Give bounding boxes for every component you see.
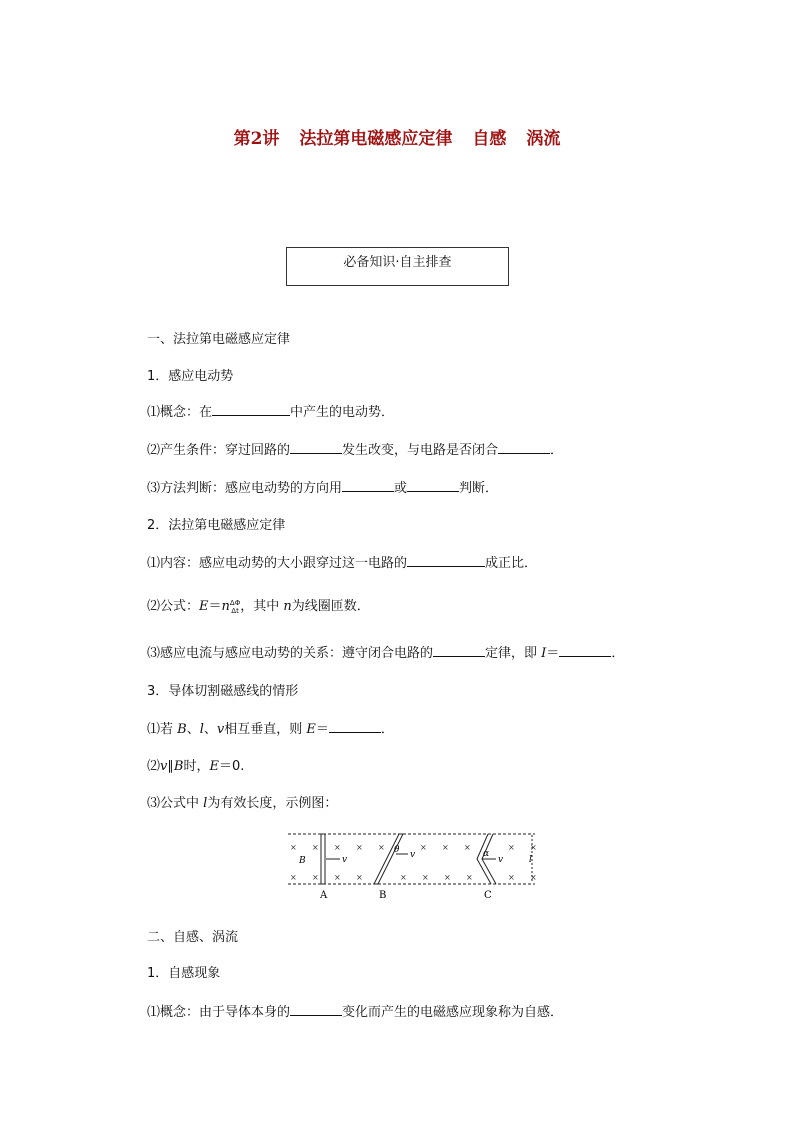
svg-text:×: × bbox=[420, 843, 427, 852]
subheading: 1．自感现象 bbox=[147, 966, 221, 981]
rod-a bbox=[321, 834, 325, 884]
svg-text:v: v bbox=[498, 855, 504, 865]
svg-text:×: × bbox=[290, 873, 297, 882]
svg-text:×: × bbox=[442, 843, 449, 852]
title-part: 法拉第电磁感应定律 bbox=[299, 129, 453, 149]
text-line: ⑴内容：感应电动势的大小跟穿过这一电路的 成正比． bbox=[147, 556, 538, 571]
svg-text:×: × bbox=[378, 843, 385, 852]
svg-text:×: × bbox=[356, 873, 363, 882]
formula-line: ⑵公式：E＝n ΔΦ Δt ，其中 n为线圈匝数． bbox=[147, 598, 370, 615]
svg-text:l: l bbox=[529, 855, 532, 865]
svg-text:×: × bbox=[334, 873, 341, 882]
conductor-diagram bbox=[270, 825, 545, 905]
text-line: ⑴若 B、l、v相互垂直，则 E＝ ． bbox=[147, 722, 394, 737]
subheading: 2．法拉第电磁感应定律 bbox=[147, 518, 286, 533]
text-line: ⑵v∥B时，E＝0. bbox=[147, 759, 245, 774]
svg-text:×: × bbox=[508, 873, 515, 882]
page-title bbox=[0, 124, 794, 149]
title-part: 涡流 bbox=[526, 129, 561, 149]
svg-text:×: × bbox=[312, 873, 319, 882]
svg-text:α: α bbox=[483, 849, 490, 859]
svg-text:θ: θ bbox=[394, 845, 400, 855]
text-line: ⑴概念：在 中产生的电动势． bbox=[147, 405, 395, 420]
svg-text:×: × bbox=[508, 843, 515, 852]
heading-1: 一、法拉第电磁感应定律 bbox=[147, 332, 291, 347]
svg-text:×: × bbox=[290, 843, 297, 852]
text-line: ⑵产生条件：穿过回路的 发生改变，与电路是否闭合 ． bbox=[147, 443, 564, 458]
svg-text:×: × bbox=[312, 843, 319, 852]
svg-text:B: B bbox=[299, 856, 306, 866]
svg-text:×: × bbox=[334, 843, 341, 852]
svg-text:A: A bbox=[320, 890, 328, 901]
text-line: ⑴概念：由于导体本身的 变化而产生的电磁感应现象称为自感． bbox=[147, 1005, 564, 1020]
title-part: 第2讲 bbox=[233, 129, 280, 149]
heading-2: 二、自感、涡流 bbox=[147, 930, 239, 945]
subheading: 3．导体切割磁感线的情形 bbox=[147, 684, 299, 699]
svg-text:×: × bbox=[444, 873, 451, 882]
text-line: ⑶公式中 l为有效长度，示例图： bbox=[147, 796, 338, 811]
text-line: ⑶方法判断：感应电动势的方向用 或 判断． bbox=[147, 481, 499, 496]
section-box: 必备知识·自主排查 bbox=[286, 247, 509, 286]
title-part: 自感 bbox=[472, 129, 507, 149]
svg-text:B: B bbox=[379, 890, 387, 901]
svg-text:v: v bbox=[410, 850, 416, 860]
svg-text:×: × bbox=[356, 843, 363, 852]
svg-text:C: C bbox=[484, 890, 492, 901]
svg-text:×: × bbox=[422, 873, 429, 882]
svg-text:×: × bbox=[530, 873, 537, 882]
svg-text:v: v bbox=[342, 855, 348, 865]
svg-text:×: × bbox=[400, 873, 407, 882]
svg-text:×: × bbox=[464, 843, 471, 852]
subheading: 1．感应电动势 bbox=[147, 369, 234, 384]
text-line: ⑶感应电流与感应电动势的关系：遵守闭合电路的 定律，即 I＝ ． bbox=[147, 646, 625, 661]
fraction: ΔΦ Δt bbox=[229, 598, 241, 615]
svg-text:×: × bbox=[466, 873, 473, 882]
rod-b bbox=[374, 834, 403, 884]
svg-text:×: × bbox=[530, 843, 537, 852]
